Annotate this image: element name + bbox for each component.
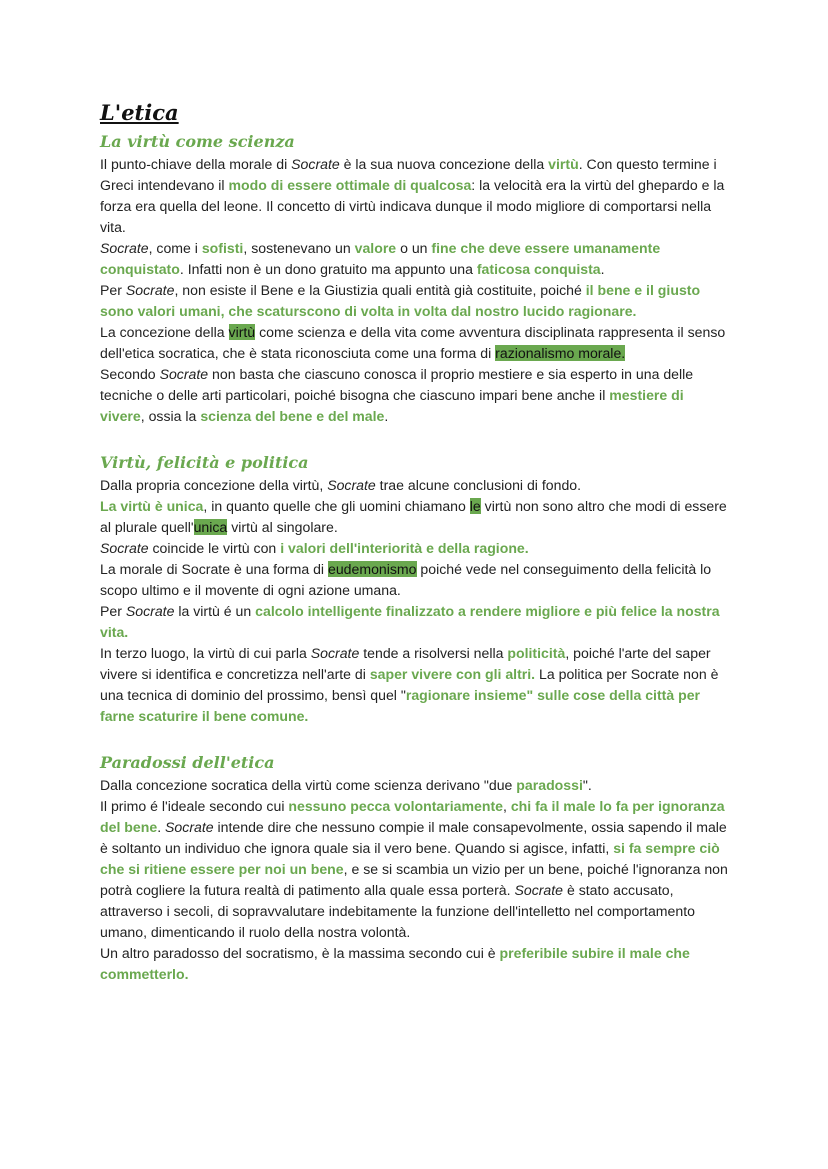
text-run: coincide le virtù con [148, 540, 281, 556]
paragraph [100, 559, 732, 601]
text-run: , in quanto quelle che gli uomini chiamano [203, 498, 470, 514]
emphasis-text: paradossi [516, 777, 583, 793]
text-run: . Infatti non è un dono gratuito ma appunto una [179, 261, 477, 277]
text-run: Dalla concezione socratica della virtù come scienza derivano "due [100, 777, 517, 793]
highlighted-text: razionalismo morale. [495, 345, 626, 361]
paragraph [100, 496, 732, 538]
text-run: Il punto-chiave della morale di [100, 156, 292, 172]
emphasis-text: La virtù è unica [100, 498, 204, 514]
text-run: la virtù é un [174, 603, 256, 619]
text-run: non basta che ciascuno conosca il proprio mestiere e sia esperto in una delle tecniche o delle arti particolari, poiché bisogna che ciascuno impari bene anche il [100, 366, 694, 403]
italic-text: Socrate [100, 540, 149, 556]
highlighted-text: unica [193, 519, 228, 535]
paragraph [100, 280, 732, 322]
emphasis-text: virtù [548, 156, 579, 172]
section-heading: La virtù come scienza [100, 132, 295, 151]
text-run: Per [100, 282, 126, 298]
italic-text: Socrate [291, 156, 340, 172]
text-run: . [157, 819, 166, 835]
highlighted-text: eudemonismo [327, 561, 417, 577]
text-run: , poiché l'arte del saper vivere si identifica e concretizza nell'arte di [100, 645, 711, 682]
emphasis-text: valore [354, 240, 397, 256]
text-run: . [384, 408, 389, 424]
paragraph [100, 322, 732, 364]
emphasis-text: chi fa il male lo fa per ignoranza del bene [100, 798, 725, 835]
text-run: Il primo é l'ideale secondo cui [100, 798, 289, 814]
text-run: La morale di Socrate è una forma di [100, 561, 328, 577]
emphasis-text: nessuno pecca volontariamente [288, 798, 503, 814]
emphasis-text: sofisti [201, 240, 244, 256]
emphasis-text: i valori dell'interiorità e della ragione. [280, 540, 529, 556]
text-run: tende a risolversi nella [359, 645, 508, 661]
paragraph [100, 943, 732, 985]
text-run: virtù non sono altro che modi di essere al plurale quell' [100, 498, 727, 535]
paragraph [100, 601, 732, 643]
italic-text: Socrate [327, 477, 376, 493]
text-run: Dalla propria concezione della virtù, [100, 477, 328, 493]
text-run: . [600, 261, 605, 277]
emphasis-text: ragionare insieme" sulle cose della città per farne scaturire il bene comune. [100, 687, 701, 724]
paragraph [100, 538, 732, 559]
paragraph [100, 238, 732, 280]
emphasis-text: il bene e il giusto sono valori umani, che scaturscono di volta in volta dal nostro lucido ragionare. [100, 282, 701, 319]
italic-text: Socrate [125, 282, 175, 298]
text-run: Per [100, 603, 126, 619]
text-run: poiché vede nel conseguimento della felicità lo scopo ultimo e il movente di ogni azione umana. [100, 561, 712, 598]
emphasis-text: mestiere di vivere [100, 387, 684, 424]
section [100, 130, 732, 427]
italic-text: Socrate [125, 603, 175, 619]
section-gap [100, 427, 732, 451]
emphasis-text: modo di essere ottimale di qualcosa [228, 177, 472, 193]
paragraph [100, 796, 732, 943]
emphasis-text: politicità [507, 645, 566, 661]
italic-text: Socrate [310, 645, 360, 661]
text-run: , come i [148, 240, 202, 256]
sections-container [100, 130, 732, 985]
paragraph [100, 364, 732, 427]
emphasis-text: calcolo intelligente finalizzato a rendere migliore e più felice la nostra vita. [100, 603, 720, 640]
section [100, 451, 732, 727]
emphasis-text: faticosa conquista [476, 261, 601, 277]
document-page [100, 98, 732, 985]
text-run: La concezione della [100, 324, 229, 340]
text-run: . Con questo termine i Greci intendevano il [100, 156, 717, 193]
text-run: , sostenevano un [243, 240, 355, 256]
text-run: La politica per Socrate non è una tecnica di dominio del prossimo, bensì quel " [100, 666, 719, 703]
emphasis-text: saper vivere con gli altri. [369, 666, 536, 682]
text-run: Un altro paradosso del socratismo, è la massima secondo cui è [100, 945, 500, 961]
page-title: L'etica [100, 100, 179, 125]
text-run: o un [396, 240, 432, 256]
text-run: intende dire che nessuno compie il male consapevolmente, ossia sapendo il male è soltanto un individuo che ignora quale sia il vero bene. Quando si agisce, infatti, [100, 819, 727, 856]
section-gap [100, 727, 732, 751]
paragraph [100, 154, 732, 238]
emphasis-text: preferibile subire il male che commetterlo. [100, 945, 690, 982]
emphasis-text: si fa sempre ciò che si ritiene essere per noi un bene [100, 840, 720, 877]
emphasis-text: scienza del bene e del male [200, 408, 385, 424]
italic-text: Socrate [100, 240, 149, 256]
section-heading: Paradossi dell'etica [100, 753, 275, 772]
text-run: Secondo [100, 366, 160, 382]
highlighted-text: virtù [228, 324, 256, 340]
section [100, 751, 732, 985]
paragraph [100, 643, 732, 727]
highlighted-text: le [469, 498, 481, 514]
text-run: trae alcune conclusioni di fondo. [375, 477, 582, 493]
text-run: , ossia la [140, 408, 201, 424]
text-run: , [502, 798, 511, 814]
text-run: , e se si scambia un vizio per un bene, poiché l'ignoranza non potrà cogliere la futura realtà di patimento alla quale essa porterà. [100, 861, 728, 898]
text-run: , non esiste il Bene e la Giustizia quali entità già costituite, poiché [174, 282, 586, 298]
italic-text: Socrate [165, 819, 214, 835]
text-run: virtù al singolare. [227, 519, 338, 535]
paragraph [100, 475, 732, 496]
text-run: è la sua nuova concezione della [339, 156, 549, 172]
text-run: ". [582, 777, 592, 793]
italic-text: Socrate [514, 882, 564, 898]
text-run: : la velocità era la virtù del ghepardo e la forza era quella del leone. Il concetto di virtù indicava dunque il modo migliore di comportarsi nella vita. [100, 177, 725, 235]
emphasis-text: fine che deve essere umanamente conquistato [100, 240, 661, 277]
section-heading: Virtù, felicità e politica [100, 453, 309, 472]
text-run: In terzo luogo, la virtù di cui parla [100, 645, 311, 661]
italic-text: Socrate [159, 366, 209, 382]
text-run: è stato accusato, attraverso i secoli, di sopravvalutare indebitamente la funzione dell'intelletto nel comportamento umano, dimenticando il ruolo della nostra volontà. [100, 882, 695, 940]
text-run: come scienza e della vita come avventura disciplinata rappresenta il senso dell'etica socratica, che è stata riconosciuta come una forma di [100, 324, 726, 361]
paragraph [100, 775, 732, 796]
